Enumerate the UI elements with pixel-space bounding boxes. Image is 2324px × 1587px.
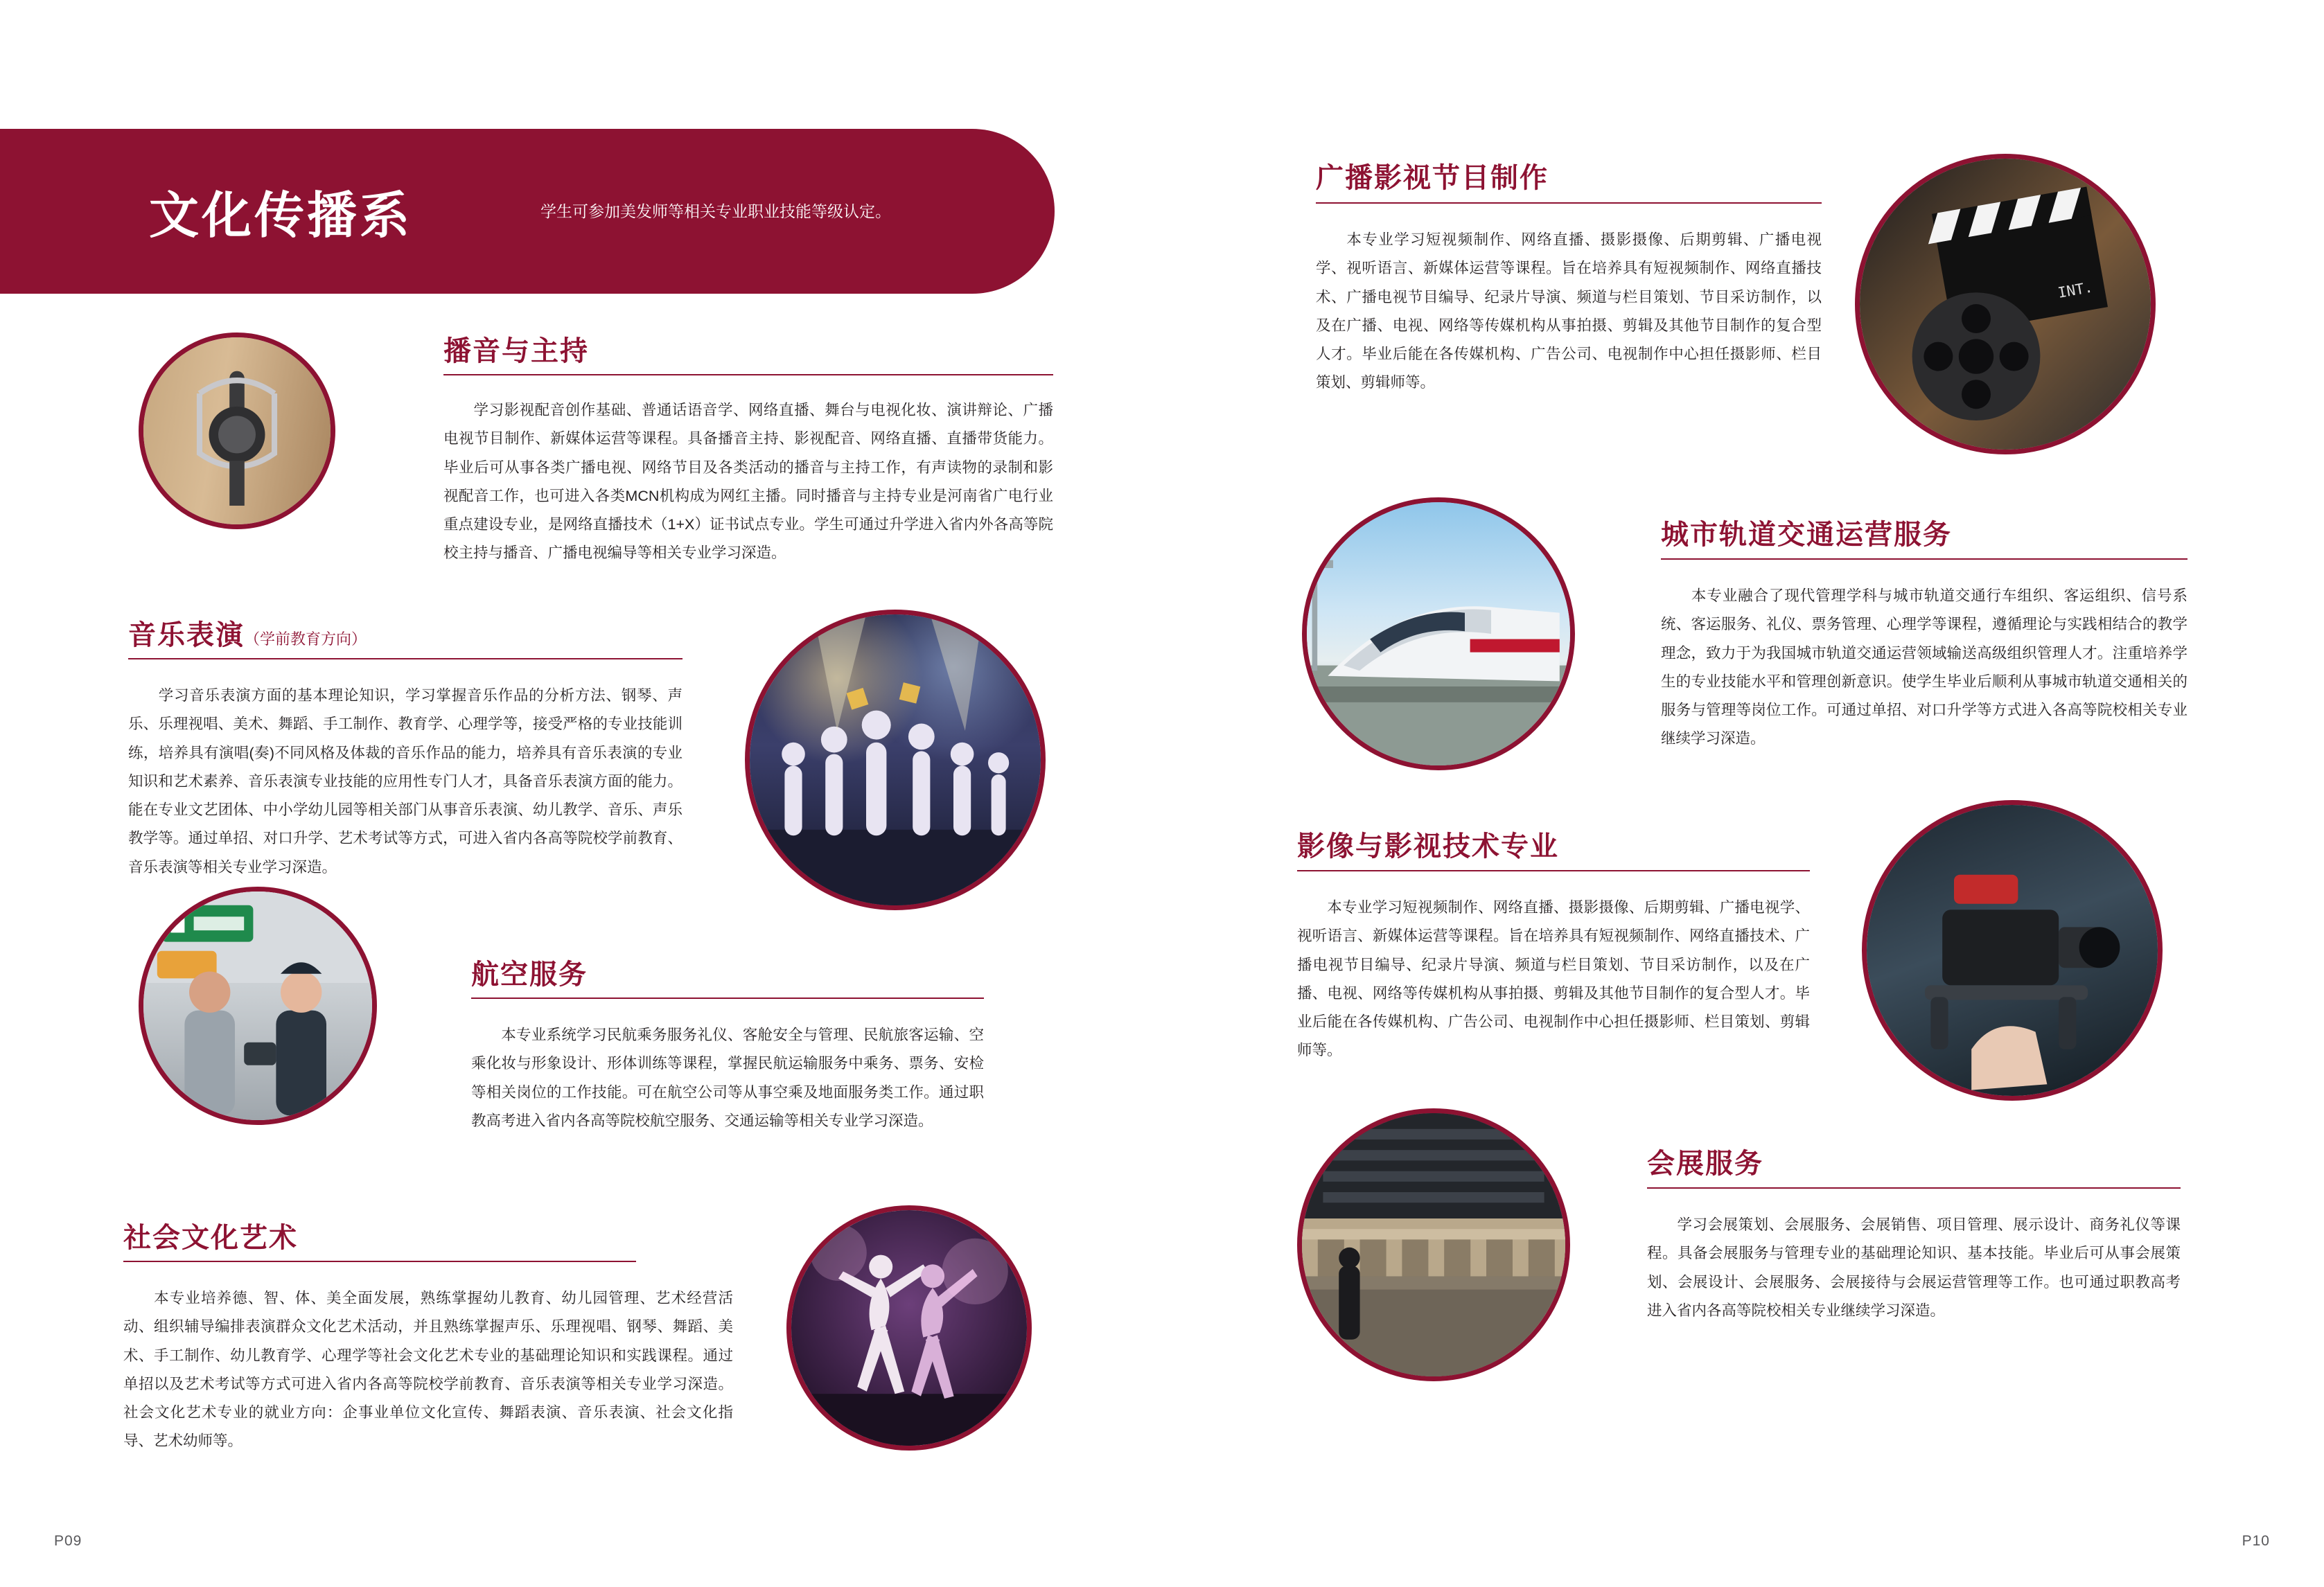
camera-rig-icon bbox=[1867, 805, 2158, 1096]
section-body-imaging-tech bbox=[1297, 894, 1810, 1065]
section-title-broadcasting: 播音与主持 bbox=[443, 336, 589, 366]
title-rule bbox=[471, 998, 984, 999]
section-body-aviation bbox=[471, 1021, 984, 1135]
title-rule bbox=[443, 374, 1053, 375]
title-rule bbox=[1647, 1187, 2181, 1189]
svg-text:INT.: INT. bbox=[2057, 278, 2095, 301]
airport-service-photo bbox=[139, 887, 377, 1125]
title-rule bbox=[1661, 558, 2187, 560]
title-main: 音乐表演 bbox=[128, 620, 245, 650]
title-sub: （学前教育方向） bbox=[245, 630, 367, 648]
exhibition-hall-photo bbox=[1297, 1108, 1570, 1381]
film-clapperboard-reel-photo bbox=[1855, 154, 2156, 454]
department-title: 文化传播系 bbox=[149, 188, 413, 244]
section-title-music bbox=[128, 613, 367, 653]
page-number-right: P10 bbox=[2242, 1533, 2270, 1549]
page-number-left: P09 bbox=[54, 1533, 82, 1549]
microphone-icon bbox=[143, 337, 331, 524]
section-title-imaging-tech: 影像与影视技术专业 bbox=[1297, 831, 1559, 862]
section-body-music bbox=[128, 682, 683, 882]
department-note: 学生可参加美发师等相关专业职业技能等级认定。 bbox=[540, 202, 891, 220]
high-speed-train-illustration bbox=[1307, 502, 1570, 765]
section-body-broadcasting bbox=[443, 396, 1053, 568]
clapperboard-icon bbox=[1860, 159, 2151, 450]
title-rule bbox=[128, 658, 683, 659]
section-title-broadcast-production: 广播影视节目制作 bbox=[1316, 163, 1549, 193]
section-title-social-culture: 社会文化艺术 bbox=[123, 1223, 298, 1253]
high-speed-train-photo bbox=[1302, 497, 1575, 770]
body-text: 本专业系统学习民航乘务服务礼仪、客舱安全与管理、民航旅客运输、空乘化妆与形象设计、形体训练等课程，掌握民航运输服务中乘务、票务、安检等相关岗位的工作技能。可在航空公司等从事空乘及地面服务类工作。通过职教高考进入省内各高等院校航空服务、交通运输等相关专业学习深造。 bbox=[471, 1027, 984, 1129]
exhibition-hall-illustration bbox=[1302, 1113, 1565, 1376]
body-text: 本专业学习短视频制作、网络直播、摄影摄像、后期剪辑、广播电视学、视听语言、新媒体运营等课程。旨在培养具有短视频制作、网络直播技术、广播电视节目编导、纪录片导演、频道与栏目策划、节目采访制作，以及在广播、电视、网络等传媒机构从事拍摄、剪辑及其他节目制作的复合型人才。毕业后能在各传媒机构、广告公司、电视制作中心担任摄影师、栏目策划、剪辑师等。 bbox=[1297, 899, 1810, 1059]
ballet-dance-photo bbox=[786, 1205, 1032, 1451]
body-text: 学习会展策划、会展服务、会展销售、项目管理、展示设计、商务礼仪等课程。具备会展服务与管理专业的基础理论知识、基本技能。毕业后可从事会展策划、会展设计、会展服务、会展接待与会展运营管理等工作。也可通过职教高考进入省内各高等院校相关专业继续学习深造。 bbox=[1647, 1216, 2181, 1319]
video-camera-rig-photo bbox=[1862, 800, 2163, 1101]
stage-performers-illustration bbox=[750, 614, 1041, 905]
body-text: 本专业培养德、智、体、美全面发展，熟练掌握幼儿教育、幼儿园管理、艺术经营活动、组织辅导编排表演群众文化艺术活动，并且熟练掌握声乐、乐理视唱、钢琴、舞蹈、美术、手工制作、幼儿教育学、心理学等社会文化艺术专业的基础理论知识和实践课程。通过单招以及艺术考试等方式可进入省内各高等院校学前教育、音乐表演等相关专业学习深造。社会文化艺术专业的就业方向：企事业单位文化宣传、舞蹈表演、音乐表演、社会文化指导、艺术幼师等。 bbox=[123, 1290, 733, 1450]
body-text: 学习影视配音创作基础、普通话语音学、网络直播、舞台与电视化妆、演讲辩论、广播电视节目制作、新媒体运营等课程。具备播音主持、影视配音、网络直播、直播带货能力。毕业后可从事各类广播电视、网络节目及各类活动的播音与主持工作，有声读物的录制和影视配音工作，也可进入各类MCN机构成为网红主播。同时播音与主持专业是河南省广电行业重点建设专业，是网络直播技术（1+X）证书试点专业。学生可通过升学进入省内外各高等院校主持与播音、广播电视编导等相关专业学习深造。 bbox=[443, 402, 1053, 562]
broadcast-microphone-photo bbox=[139, 333, 335, 529]
title-rule bbox=[123, 1261, 636, 1262]
section-title-aviation: 航空服务 bbox=[471, 959, 588, 990]
music-performance-stage-photo bbox=[745, 610, 1046, 910]
title-rule bbox=[1297, 870, 1810, 871]
body-text: 本专业学习短视频制作、网络直播、摄影摄像、后期剪辑、广播电视学、视听语言、新媒体运营等课程。旨在培养具有短视频制作、网络直播技术、广播电视节目编导、纪录片导演、频道与栏目策划、节目采访制作，以及在广播、电视、网络等传媒机构从事拍摄、剪辑及其他节目制作的复合型人才。毕业后能在各传媒机构、广告公司、电视制作中心担任摄影师、栏目策划、剪辑师等。 bbox=[1316, 231, 1822, 391]
title-rule bbox=[1316, 202, 1822, 204]
section-body-rail-transit bbox=[1661, 582, 2187, 754]
section-title-rail-transit: 城市轨道交通运营服务 bbox=[1661, 520, 1952, 550]
section-body-broadcast-production bbox=[1316, 226, 1822, 398]
airport-staff-illustration bbox=[143, 892, 372, 1120]
body-text: 本专业融合了现代管理学科与城市轨道交通行车组织、客运组织、信号系统、客运服务、礼仪、票务管理、心理学等课程，遵循理论与实践相结合的教学理念，致力于为我国城市轨道交通运营领域输送高级组织管理人才。注重培养学生的专业技能水平和管理创新意识。使学生毕业后顺利从事城市轨道交通相关的服务与管理等岗位工作。可通过单招、对口升学等方式进入各高等院校相关专业继续学习深造。 bbox=[1661, 587, 2187, 747]
section-title-exhibition: 会展服务 bbox=[1647, 1149, 1763, 1179]
section-body-social-culture bbox=[123, 1284, 733, 1456]
right-page bbox=[1162, 0, 2324, 1587]
ballet-dancers-illustration bbox=[791, 1210, 1027, 1446]
body-text: 学习音乐表演方面的基本理论知识，学习掌握音乐作品的分析方法、钢琴、声乐、乐理视唱、美术、舞蹈、手工制作、教育学、心理学等，接受严格的专业技能训练，培养具有演唱(奏)不同风格及体裁的音乐作品的能力，培养具有音乐表演的专业知识和艺术素养、音乐表演专业技能的应用性专门人才，具备音乐表演方面的能力。能在专业文艺团体、中小学幼儿园等相关部门从事音乐表演、幼儿教学、音乐、声乐教学等。通过单招、对口升学、艺术考试等方式，可进入省内各高等院校学前教育、音乐表演等相关专业学习深造。 bbox=[128, 687, 683, 876]
section-body-exhibition bbox=[1647, 1211, 2181, 1325]
